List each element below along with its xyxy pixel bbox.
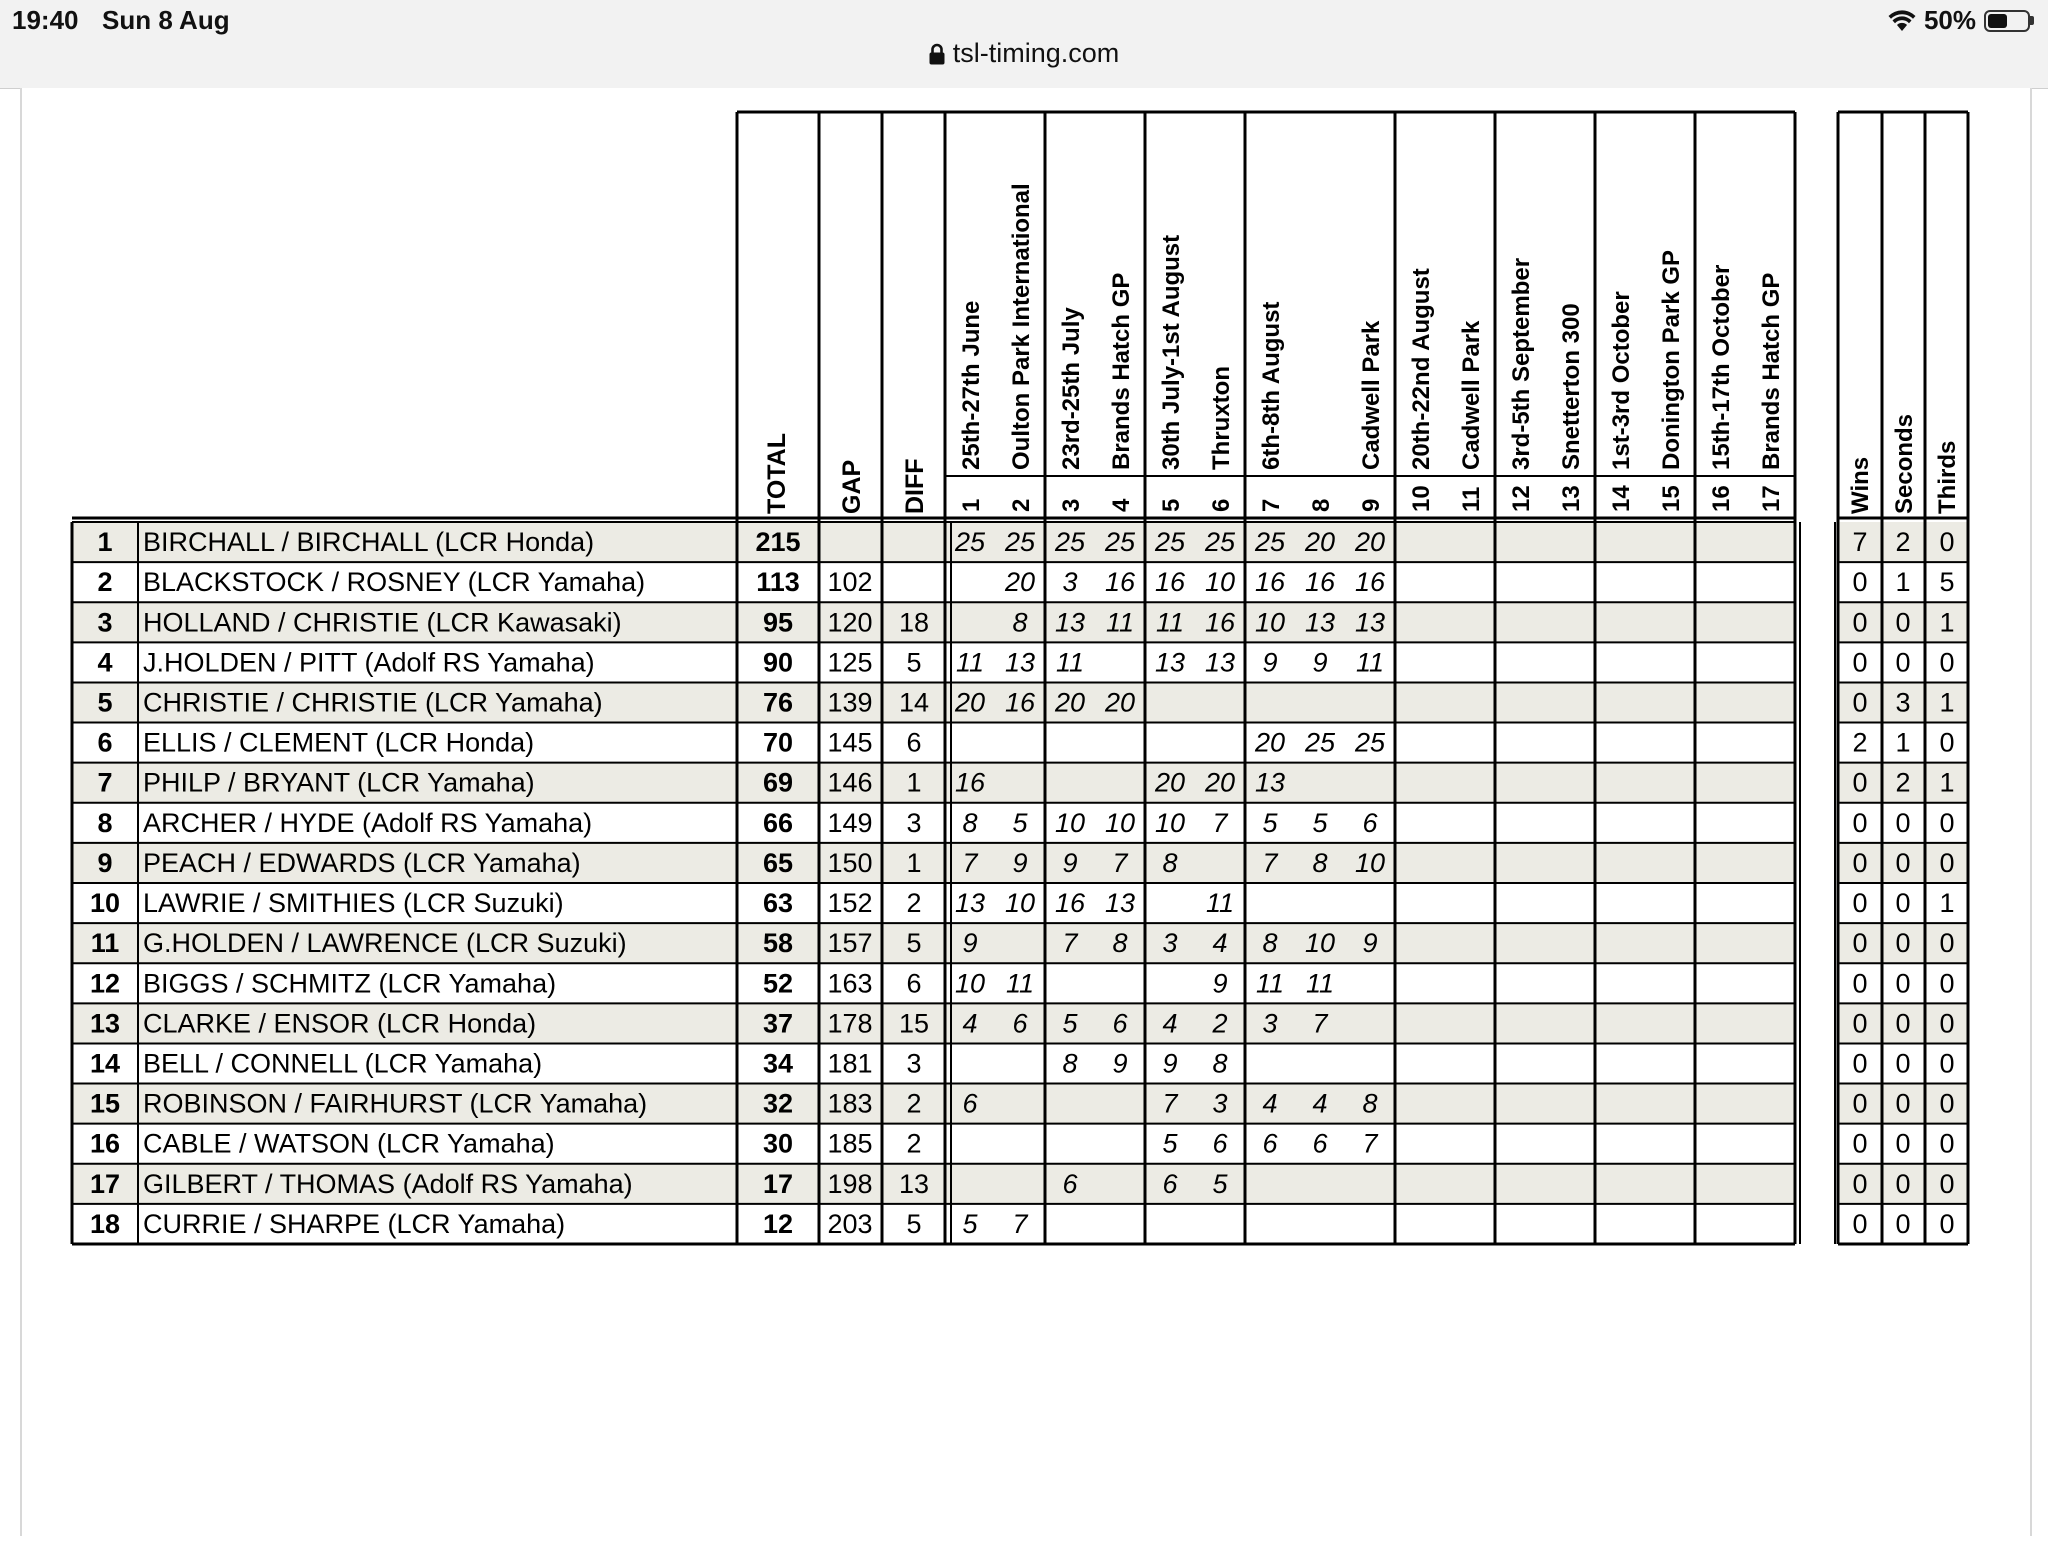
round-label: 3rd-5th September <box>1508 257 1535 470</box>
row-wins: 0 <box>1852 888 1868 919</box>
round-number: 12 <box>1508 485 1535 512</box>
row-thirds: 0 <box>1939 1008 1955 1039</box>
row-total: 69 <box>762 767 794 798</box>
row-total: 12 <box>762 1208 794 1239</box>
row-team-name: CLARKE / ENSOR (LCR Honda) <box>143 1008 537 1039</box>
round-score: 9 <box>1212 968 1228 999</box>
round-score: 9 <box>1012 847 1028 878</box>
row-seconds: 0 <box>1895 1088 1911 1119</box>
row-wins: 0 <box>1852 847 1868 878</box>
round-score: 9 <box>1312 647 1328 678</box>
row-wins: 0 <box>1852 1008 1868 1039</box>
round-score: 10 <box>1154 807 1186 838</box>
row-wins: 0 <box>1852 1048 1868 1079</box>
round-score: 25 <box>1004 527 1036 558</box>
round-score: 7 <box>1212 807 1228 838</box>
row-position: 18 <box>89 1208 121 1239</box>
row-total: 70 <box>762 727 794 758</box>
row-total: 66 <box>762 807 794 838</box>
row-thirds: 0 <box>1939 727 1955 758</box>
round-score: 13 <box>1204 647 1236 678</box>
header-diff: DIFF <box>901 458 929 514</box>
round-score: 20 <box>1004 567 1036 598</box>
round-score: 9 <box>1262 647 1278 678</box>
round-score: 11 <box>1205 888 1235 919</box>
round-score: 16 <box>1004 687 1036 718</box>
round-number: 14 <box>1608 485 1635 512</box>
row-team-name: G.HOLDEN / LAWRENCE (LCR Suzuki) <box>143 928 627 959</box>
round-score: 4 <box>1312 1088 1328 1119</box>
row-position: 2 <box>97 567 113 598</box>
round-score: 10 <box>1104 807 1136 838</box>
round-score: 10 <box>1304 928 1336 959</box>
row-seconds: 3 <box>1895 687 1911 718</box>
row-diff: 15 <box>898 1008 930 1039</box>
row-seconds: 0 <box>1895 1168 1911 1199</box>
round-score: 10 <box>1004 888 1036 919</box>
round-score: 25 <box>954 527 986 558</box>
round-score: 6 <box>1012 1008 1028 1039</box>
row-thirds: 0 <box>1939 527 1955 558</box>
row-team-name: ELLIS / CLEMENT (LCR Honda) <box>143 727 535 758</box>
standings-page <box>20 88 2032 1536</box>
round-score: 8 <box>1212 1048 1228 1079</box>
round-score: 9 <box>962 928 978 959</box>
round-score: 20 <box>954 687 986 718</box>
round-number: 16 <box>1708 485 1735 512</box>
row-thirds: 0 <box>1939 1168 1955 1199</box>
round-label: Brands Hatch GP <box>1108 272 1135 470</box>
round-label: 20th-22nd August <box>1408 268 1435 470</box>
row-thirds: 1 <box>1939 767 1955 798</box>
row-seconds: 0 <box>1895 1008 1911 1039</box>
round-label: Snetterton 300 <box>1558 303 1585 470</box>
row-diff: 18 <box>898 607 930 638</box>
row-seconds: 1 <box>1895 727 1911 758</box>
round-score: 8 <box>1112 928 1128 959</box>
row-gap: 163 <box>827 968 873 999</box>
row-seconds: 0 <box>1895 928 1911 959</box>
row-seconds: 1 <box>1895 567 1911 598</box>
lock-icon <box>929 43 945 65</box>
row-total: 63 <box>762 888 794 919</box>
round-score: 13 <box>1154 647 1186 678</box>
round-score: 4 <box>962 1008 978 1039</box>
round-score: 6 <box>1062 1168 1078 1199</box>
round-score: 3 <box>1262 1008 1278 1039</box>
row-thirds: 0 <box>1939 1088 1955 1119</box>
round-label: 23rd-25th July <box>1058 307 1085 470</box>
round-score: 25 <box>1154 527 1186 558</box>
row-diff: 1 <box>906 767 922 798</box>
round-score: 3 <box>1062 567 1078 598</box>
round-number: 8 <box>1308 498 1335 512</box>
row-wins: 0 <box>1852 767 1868 798</box>
round-score: 5 <box>1212 1168 1228 1199</box>
row-seconds: 0 <box>1895 607 1911 638</box>
row-thirds: 0 <box>1939 807 1955 838</box>
round-score: 25 <box>1204 527 1236 558</box>
round-score: 11 <box>1155 607 1185 638</box>
round-score: 7 <box>1012 1208 1028 1239</box>
round-number: 15 <box>1658 485 1685 512</box>
row-thirds: 0 <box>1939 647 1955 678</box>
row-wins: 0 <box>1852 647 1868 678</box>
row-gap: 157 <box>827 928 873 959</box>
round-score: 5 <box>1312 807 1328 838</box>
round-score: 3 <box>1212 1088 1228 1119</box>
round-score: 13 <box>954 888 986 919</box>
round-label: 15th-17th October <box>1708 264 1735 470</box>
round-score: 16 <box>1304 567 1336 598</box>
round-score: 7 <box>1262 847 1278 878</box>
round-score: 16 <box>1154 567 1186 598</box>
round-score: 25 <box>1054 527 1086 558</box>
row-gap: 178 <box>827 1008 873 1039</box>
round-number: 7 <box>1258 498 1285 512</box>
row-diff: 3 <box>906 1048 922 1079</box>
round-score: 8 <box>962 807 978 838</box>
row-wins: 0 <box>1852 687 1868 718</box>
row-total: 30 <box>762 1128 794 1159</box>
row-team-name: HOLLAND / CHRISTIE (LCR Kawasaki) <box>143 607 622 638</box>
round-score: 5 <box>962 1208 978 1239</box>
address-bar[interactable] <box>0 38 2048 69</box>
row-wins: 0 <box>1852 607 1868 638</box>
row-thirds: 0 <box>1939 1048 1955 1079</box>
row-total: 32 <box>762 1088 794 1119</box>
round-score: 20 <box>1054 687 1086 718</box>
status-date: Sun 8 Aug <box>102 5 230 35</box>
round-score: 25 <box>1354 727 1386 758</box>
row-diff: 14 <box>898 687 930 718</box>
row-team-name: GILBERT / THOMAS (Adolf RS Yamaha) <box>143 1168 633 1199</box>
row-thirds: 0 <box>1939 1128 1955 1159</box>
row-team-name: ROBINSON / FAIRHURST (LCR Yamaha) <box>143 1088 648 1119</box>
row-team-name: BIGGS / SCHMITZ (LCR Yamaha) <box>143 968 557 999</box>
round-score: 20 <box>1304 527 1336 558</box>
round-score: 9 <box>1112 1048 1128 1079</box>
row-seconds: 2 <box>1895 767 1911 798</box>
row-gap: 139 <box>827 687 873 718</box>
row-position: 11 <box>90 928 120 959</box>
row-team-name: CHRISTIE / CHRISTIE (LCR Yamaha) <box>143 687 603 718</box>
round-score: 13 <box>1354 607 1386 638</box>
round-score: 20 <box>1104 687 1136 718</box>
wifi-icon <box>1888 10 1916 32</box>
row-diff: 5 <box>906 928 922 959</box>
round-score: 16 <box>1054 888 1086 919</box>
round-number: 1 <box>958 498 985 512</box>
row-position: 14 <box>89 1048 121 1079</box>
round-number: 3 <box>1058 498 1085 512</box>
round-score: 4 <box>1262 1088 1278 1119</box>
round-score: 11 <box>1055 647 1085 678</box>
round-label: Brands Hatch GP <box>1758 272 1785 470</box>
row-position: 6 <box>97 727 113 758</box>
round-number: 9 <box>1358 498 1385 512</box>
header-gap: GAP <box>838 459 866 514</box>
row-wins: 0 <box>1852 928 1868 959</box>
round-number: 17 <box>1758 485 1785 512</box>
row-thirds: 1 <box>1939 607 1955 638</box>
round-score: 6 <box>1162 1168 1178 1199</box>
row-diff: 13 <box>898 1168 930 1199</box>
round-score: 11 <box>1355 647 1385 678</box>
row-seconds: 0 <box>1895 968 1911 999</box>
round-score: 13 <box>1054 607 1086 638</box>
round-score: 16 <box>1354 567 1386 598</box>
row-team-name: CABLE / WATSON (LCR Yamaha) <box>143 1128 555 1159</box>
row-position: 7 <box>97 767 113 798</box>
row-team-name: J.HOLDEN / PITT (Adolf RS Yamaha) <box>143 647 595 678</box>
round-score: 7 <box>962 847 978 878</box>
row-thirds: 0 <box>1939 847 1955 878</box>
row-thirds: 5 <box>1939 567 1955 598</box>
row-team-name: CURRIE / SHARPE (LCR Yamaha) <box>143 1208 566 1239</box>
round-score: 6 <box>1262 1128 1278 1159</box>
round-score: 8 <box>1262 928 1278 959</box>
header-seconds: Seconds <box>1891 413 1918 514</box>
round-score: 20 <box>1354 527 1386 558</box>
row-thirds: 1 <box>1939 687 1955 718</box>
round-score: 11 <box>1105 607 1135 638</box>
row-gap: 203 <box>827 1208 873 1239</box>
round-score: 6 <box>962 1088 978 1119</box>
row-gap: 152 <box>827 888 873 919</box>
row-gap: 198 <box>827 1168 873 1199</box>
row-total: 17 <box>762 1168 794 1199</box>
round-label: 1st-3rd October <box>1608 291 1635 470</box>
round-score: 9 <box>1162 1048 1178 1079</box>
round-score: 6 <box>1312 1128 1328 1159</box>
round-score: 10 <box>1254 607 1286 638</box>
row-seconds: 0 <box>1895 647 1911 678</box>
round-score: 16 <box>1254 567 1286 598</box>
row-wins: 7 <box>1852 527 1868 558</box>
round-number: 11 <box>1458 486 1485 512</box>
row-total: 52 <box>762 968 794 999</box>
row-seconds: 0 <box>1895 1128 1911 1159</box>
round-score: 5 <box>1262 807 1278 838</box>
row-team-name: PEACH / EDWARDS (LCR Yamaha) <box>143 847 581 878</box>
row-diff: 6 <box>906 727 922 758</box>
row-total: 95 <box>762 607 794 638</box>
round-score: 6 <box>1112 1008 1128 1039</box>
round-score: 5 <box>1012 807 1028 838</box>
round-score: 20 <box>1154 767 1186 798</box>
row-position: 13 <box>89 1008 121 1039</box>
row-position: 9 <box>97 847 113 878</box>
round-score: 13 <box>1004 647 1036 678</box>
round-score: 10 <box>1204 567 1236 598</box>
row-total: 113 <box>756 567 800 598</box>
round-label: Cadwell Park <box>1358 320 1385 470</box>
row-wins: 0 <box>1852 1208 1868 1239</box>
row-seconds: 0 <box>1895 807 1911 838</box>
round-label: 6th-8th August <box>1258 301 1285 470</box>
round-score: 6 <box>1212 1128 1228 1159</box>
row-thirds: 1 <box>1939 888 1955 919</box>
round-score: 25 <box>1104 527 1136 558</box>
row-total: 34 <box>762 1048 794 1079</box>
round-label: 25th-27th June <box>958 300 985 470</box>
round-score: 11 <box>955 647 985 678</box>
row-diff: 5 <box>906 647 922 678</box>
row-diff: 5 <box>906 1208 922 1239</box>
row-position: 17 <box>89 1168 121 1199</box>
status-time: 19:40 <box>12 5 79 35</box>
row-total: 65 <box>762 847 794 878</box>
round-score: 13 <box>1104 888 1136 919</box>
row-seconds: 0 <box>1895 1048 1911 1079</box>
round-label: Donington Park GP <box>1658 249 1685 470</box>
row-wins: 0 <box>1852 1128 1868 1159</box>
round-label: Thruxton <box>1208 366 1235 470</box>
row-position: 16 <box>89 1128 121 1159</box>
row-gap: 185 <box>827 1128 873 1159</box>
round-score: 11 <box>1005 968 1035 999</box>
round-score: 4 <box>1162 1008 1178 1039</box>
row-diff: 2 <box>906 888 922 919</box>
url-text: tsl-timing.com <box>952 38 1120 68</box>
round-score: 7 <box>1062 928 1078 959</box>
round-score: 9 <box>1362 928 1378 959</box>
round-score: 5 <box>1062 1008 1078 1039</box>
row-diff: 2 <box>906 1128 922 1159</box>
round-score: 5 <box>1162 1128 1178 1159</box>
battery-percent: 50% <box>1923 5 1976 35</box>
round-score: 11 <box>1255 968 1285 999</box>
row-wins: 0 <box>1852 1168 1868 1199</box>
row-position: 4 <box>97 647 113 678</box>
round-number: 2 <box>1008 498 1035 512</box>
round-score: 4 <box>1212 928 1228 959</box>
round-label: 30th July-1st August <box>1158 234 1185 470</box>
round-score: 9 <box>1062 847 1078 878</box>
round-number: 5 <box>1158 498 1185 512</box>
row-total: 58 <box>762 928 794 959</box>
round-score: 20 <box>1204 767 1236 798</box>
row-thirds: 0 <box>1939 1208 1955 1239</box>
row-seconds: 0 <box>1895 888 1911 919</box>
row-total: 90 <box>762 647 794 678</box>
row-position: 3 <box>97 607 113 638</box>
round-score: 10 <box>954 968 986 999</box>
row-total: 37 <box>762 1008 794 1039</box>
round-score: 10 <box>1354 847 1386 878</box>
row-thirds: 0 <box>1939 968 1955 999</box>
row-total: 76 <box>762 687 794 718</box>
row-gap: 145 <box>827 727 873 758</box>
round-score: 6 <box>1362 807 1378 838</box>
row-team-name: ARCHER / HYDE (Adolf RS Yamaha) <box>143 807 593 838</box>
round-score: 16 <box>954 767 986 798</box>
row-position: 10 <box>89 888 121 919</box>
row-gap: 149 <box>827 807 873 838</box>
round-score: 8 <box>1362 1088 1378 1119</box>
round-score: 8 <box>1312 847 1328 878</box>
status-right <box>1888 5 2034 36</box>
row-seconds: 0 <box>1895 847 1911 878</box>
row-gap: 102 <box>827 567 873 598</box>
round-score: 7 <box>1162 1088 1178 1119</box>
row-wins: 0 <box>1852 968 1868 999</box>
header-wins: Wins <box>1847 456 1874 514</box>
row-wins: 2 <box>1852 727 1868 758</box>
row-total: 215 <box>755 527 801 558</box>
round-score: 13 <box>1304 607 1336 638</box>
round-number: 6 <box>1208 498 1235 512</box>
round-score: 8 <box>1012 607 1028 638</box>
battery-icon <box>1984 10 2034 32</box>
header-total: TOTAL <box>763 432 791 514</box>
row-team-name: BELL / CONNELL (LCR Yamaha) <box>143 1048 543 1079</box>
header-thirds: Thirds <box>1934 440 1961 514</box>
row-diff: 6 <box>906 968 922 999</box>
row-position: 12 <box>89 968 121 999</box>
row-seconds: 2 <box>1895 527 1911 558</box>
row-position: 15 <box>89 1088 121 1119</box>
row-team-name: LAWRIE / SMITHIES (LCR Suzuki) <box>143 888 564 919</box>
row-wins: 0 <box>1852 567 1868 598</box>
row-wins: 0 <box>1852 807 1868 838</box>
status-bar <box>0 0 2048 89</box>
row-gap: 181 <box>827 1048 873 1079</box>
round-label: Oulton Park International <box>1008 183 1035 470</box>
round-score: 25 <box>1304 727 1336 758</box>
row-team-name: PHILP / BRYANT (LCR Yamaha) <box>143 767 535 798</box>
round-score: 7 <box>1312 1008 1328 1039</box>
round-score: 11 <box>1305 968 1335 999</box>
round-score: 25 <box>1254 527 1286 558</box>
row-gap: 150 <box>827 847 873 878</box>
round-score: 8 <box>1062 1048 1078 1079</box>
round-number: 10 <box>1408 485 1435 512</box>
round-score: 16 <box>1104 567 1136 598</box>
row-diff: 1 <box>906 847 922 878</box>
row-team-name: BLACKSTOCK / ROSNEY (LCR Yamaha) <box>143 567 646 598</box>
row-position: 8 <box>97 807 113 838</box>
row-position: 1 <box>97 527 113 558</box>
round-label: Cadwell Park <box>1458 320 1485 470</box>
row-gap: 120 <box>827 607 873 638</box>
round-number: 13 <box>1558 485 1585 512</box>
round-score: 16 <box>1204 607 1236 638</box>
round-number: 4 <box>1108 498 1135 512</box>
round-score: 7 <box>1112 847 1128 878</box>
row-position: 5 <box>97 687 113 718</box>
row-gap: 146 <box>827 767 873 798</box>
row-seconds: 0 <box>1895 1208 1911 1239</box>
row-gap: 125 <box>827 647 873 678</box>
round-score: 2 <box>1212 1008 1228 1039</box>
row-thirds: 0 <box>1939 928 1955 959</box>
row-team-name: BIRCHALL / BIRCHALL (LCR Honda) <box>143 527 595 558</box>
round-score: 13 <box>1254 767 1286 798</box>
round-score: 10 <box>1054 807 1086 838</box>
round-score: 20 <box>1254 727 1286 758</box>
row-gap: 183 <box>827 1088 873 1119</box>
standings-table <box>22 88 2030 1536</box>
row-wins: 0 <box>1852 1088 1868 1119</box>
row-diff: 3 <box>906 807 922 838</box>
round-score: 7 <box>1362 1128 1378 1159</box>
round-score: 3 <box>1162 928 1178 959</box>
row-diff: 2 <box>906 1088 922 1119</box>
round-score: 8 <box>1162 847 1178 878</box>
